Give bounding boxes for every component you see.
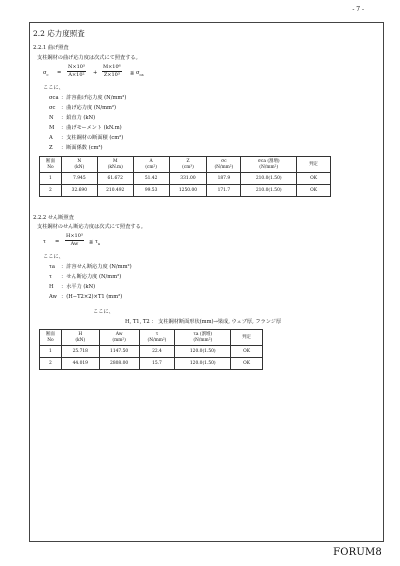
bending-plus: + <box>93 70 98 76</box>
table-cell: 120.0(1.50) <box>175 358 231 370</box>
definition-symbol: M <box>49 125 55 131</box>
table-cell: OK <box>297 173 331 185</box>
table-cell: 210.0(1.50) <box>241 185 297 197</box>
definition-item <box>49 116 95 121</box>
table-header-cell: τ (N/mm²) <box>139 330 175 346</box>
table-cell: OK <box>231 346 263 358</box>
definition-item <box>49 136 123 141</box>
shear-leq: ≦ τ <box>89 239 98 245</box>
table-row <box>40 173 331 185</box>
table-header-cell: A (cm²) <box>133 157 169 173</box>
definition-symbol: τa <box>49 264 55 270</box>
table-cell: 25.718 <box>61 346 99 358</box>
bending-lhs: σ <box>43 70 47 76</box>
table-cell: 2 <box>40 185 62 197</box>
bending-table <box>39 156 331 197</box>
table-header-cell: 断面 No <box>40 157 62 173</box>
table-cell: OK <box>231 358 263 370</box>
table-cell: 210.0(1.50) <box>241 173 297 185</box>
bending-fraction-2: $\frac{\text{M×10⁶}}{\text{Z×10³}}$ <box>103 64 121 78</box>
table-cell: 15.7 <box>139 358 175 370</box>
table-header-cell: 判定 <box>297 157 331 173</box>
table-cell: 1147.50 <box>99 346 139 358</box>
definition-item <box>49 265 132 270</box>
table-cell: 120.0(1.50) <box>175 346 231 358</box>
table-header-cell: 判定 <box>231 330 263 346</box>
table-cell: 187.9 <box>207 173 241 185</box>
definition-item <box>49 275 121 280</box>
definition-symbol: H <box>49 284 54 290</box>
table-cell: 32.690 <box>61 185 97 197</box>
definition-text: ：許容せん断応力度 (N/mm²) <box>61 264 132 270</box>
definition-text: ：水平力 (kN) <box>61 284 96 290</box>
shear-where-2: ここに、 <box>93 309 114 315</box>
bending-leq: ≦ σ <box>130 70 140 76</box>
bending-where: ここに、 <box>43 85 64 91</box>
section-heading: 2.2 応力度照査 <box>33 29 85 38</box>
definition-symbol: A <box>49 135 53 141</box>
footer-brand: FORUM8 <box>333 547 382 558</box>
table-row <box>40 358 263 370</box>
definition-item <box>49 146 103 151</box>
table-cell: 2808.00 <box>99 358 139 370</box>
table-cell: 7.945 <box>61 173 97 185</box>
definition-symbol: σca <box>49 95 59 101</box>
definition-text: ：鉛直力 (kN) <box>61 115 96 121</box>
table-header-cell: σca (割増) (N/mm²) <box>241 157 297 173</box>
table-cell: 1 <box>40 173 62 185</box>
table-cell: 1 <box>40 346 62 358</box>
definition-symbol: N <box>49 115 54 121</box>
shear-intro: 支柱鋼材のせん断応力度は次式にて照査する。 <box>37 224 146 230</box>
bending-title: 2.2.1 曲げ照査 <box>33 45 69 51</box>
table-header-cell: σc (N/mm²) <box>207 157 241 173</box>
definition-text: ：曲げ応力度 (N/mm²) <box>61 105 117 111</box>
table-cell: 210.492 <box>97 185 133 197</box>
table-header-cell: M (kN.m) <box>97 157 133 173</box>
definition-item <box>49 285 95 290</box>
definition-item <box>49 295 122 300</box>
table-cell: 44.019 <box>61 358 99 370</box>
table-cell: 171.7 <box>207 185 241 197</box>
definition-text: ：断面係数 (cm³) <box>61 145 103 151</box>
shear-where: ここに、 <box>43 254 64 260</box>
table-cell: 61.672 <box>97 173 133 185</box>
table-row <box>40 185 331 197</box>
definition-item <box>49 96 126 101</box>
shear-title: 2.2.2 せん断照査 <box>33 215 74 221</box>
definition-item <box>49 126 122 131</box>
page-number: - 7 - <box>352 6 364 13</box>
definition-symbol: Z <box>49 145 53 151</box>
table-cell: 331.00 <box>169 173 207 185</box>
table-cell: 1250.00 <box>169 185 207 197</box>
definition-item <box>49 106 116 111</box>
definition-symbol: τ <box>49 274 52 280</box>
table-cell: OK <box>297 185 331 197</box>
definition-text: ：支柱鋼材の断面積 (cm²) <box>61 135 124 141</box>
bending-eq: = <box>57 70 62 76</box>
bending-intro: 支柱鋼材の曲げ応力度は次式にて照査する。 <box>37 55 141 61</box>
definition-text: ：許容曲げ応力度 (N/mm²) <box>61 95 127 101</box>
shear-note: H, T1, T2 ： 支柱鋼材断面形状(mm)→梁成, ウェブ厚, フランジ厚 <box>125 319 282 325</box>
table-cell: 22.4 <box>139 346 175 358</box>
definition-text: ：(H−T2×2)×T1 (mm²) <box>61 294 123 300</box>
table-cell: 2 <box>40 358 62 370</box>
table-cell: 51.42 <box>133 173 169 185</box>
shear-fraction: $\frac{\text{H×10³}}{Aw}$ <box>66 233 83 247</box>
bending-fraction-1: $\frac{\text{N×10³}}{\text{A×10²}}$ <box>68 64 85 78</box>
shear-table <box>39 329 263 370</box>
definition-text: ：せん断応力度 (N/mm²) <box>61 274 122 280</box>
shear-eq: = <box>55 239 60 245</box>
definition-text: ：曲げモーメント (kN.m) <box>61 125 122 131</box>
table-cell: 99.53 <box>133 185 169 197</box>
table-header-cell: Aw (mm²) <box>99 330 139 346</box>
shear-lhs: τ <box>43 239 46 245</box>
definition-symbol: σc <box>49 105 56 111</box>
table-header-cell: N (kN) <box>61 157 97 173</box>
table-row <box>40 346 263 358</box>
table-header-cell: τa (割増) (N/mm²) <box>175 330 231 346</box>
table-header-cell: Z (cm³) <box>169 157 207 173</box>
table-header-cell: H (kN) <box>61 330 99 346</box>
table-header-cell: 断面 No <box>40 330 62 346</box>
definition-symbol: Aw <box>49 294 57 300</box>
